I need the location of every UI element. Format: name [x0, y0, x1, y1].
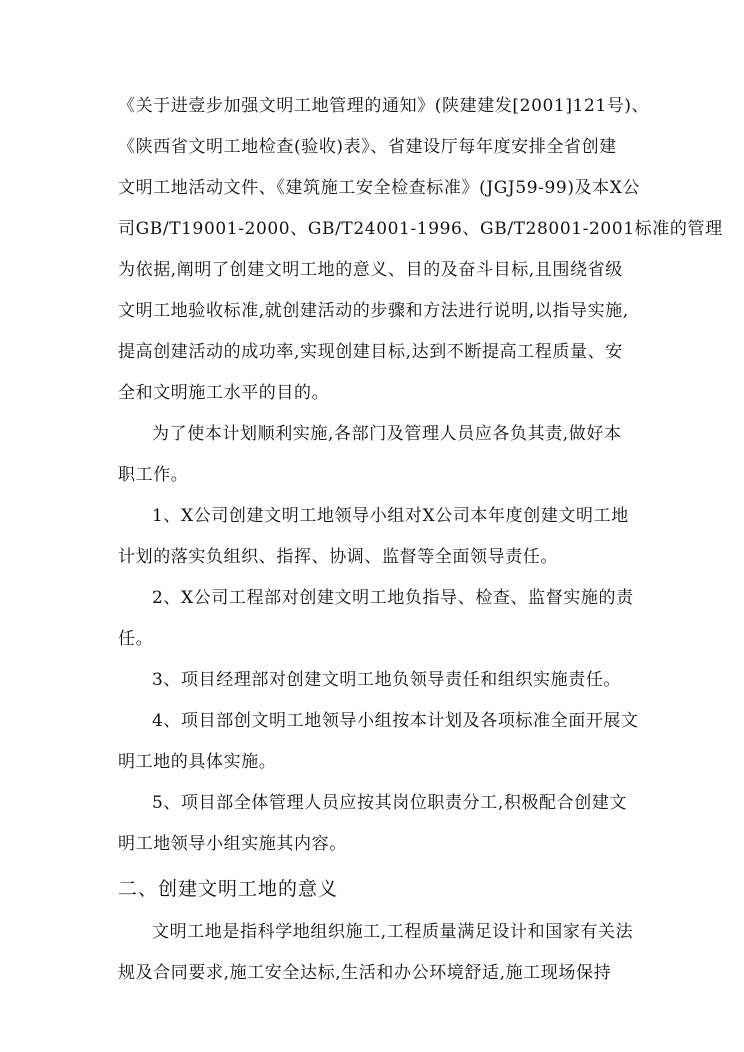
text-line: 明工地的具体实施。: [118, 752, 277, 772]
text-line: 5、项目部全体管理人员应按其岗位职责分工,积极配合创建文: [152, 793, 628, 813]
text-line: 提高创建活动的成功率,实现创建目标,达到不断提高工程质量、安: [118, 342, 623, 362]
text-line: 《陕西省文明工地检查(验收)表》、省建设厅每年度安排全省创建: [118, 137, 617, 157]
text-line: 明工地领导小组实施其内容。: [118, 834, 347, 854]
text-line: 2、X公司工程部对创建文明工地负指导、检查、监督实施的责: [152, 588, 634, 608]
text-line: 全和文明施工水平的目的。: [118, 383, 330, 403]
text-line: 《关于进壹步加强文明工地管理的通知》(陕建建发[2001]121号)、: [118, 96, 650, 116]
text-line: 文明工地是指科学地组织施工,工程质量满足设计和国家有关法: [152, 922, 634, 942]
text-line: 为依据,阐明了创建文明工地的意义、目的及奋斗目标,且围绕省级: [118, 260, 623, 280]
text-line: 4、项目部创文明工地领导小组按本计划及各项标准全面开展文: [152, 711, 639, 731]
section-heading: 二、创建文明工地的意义: [118, 878, 339, 900]
text-line: 3、项目经理部对创建文明工地负领导责任和组织实施责任。: [152, 670, 622, 690]
text-line: 文明工地活动文件、《建筑施工安全检查标准》(JGJ59-99)及本X公: [118, 178, 641, 198]
text-line: 职工作。: [118, 465, 189, 485]
text-line: 任。: [118, 629, 154, 649]
text-line: 司GB/T19001-2000、GB/T24001-1996、GB/T28001-2001标准的管理: [118, 219, 723, 239]
text-line: 计划的落实负组织、指挥、协调、监督等全面领导责任。: [118, 547, 558, 567]
text-line: 1、X公司创建文明工地领导小组对X公司本年度创建文明工地: [152, 506, 629, 526]
text-line: 为了使本计划顺利实施,各部门及管理人员应各负其责,做好本: [152, 424, 622, 444]
text-line: 文明工地验收标准,就创建活动的步骤和方法进行说明,以指导实施,: [118, 301, 629, 321]
text-line: 规及合同要求,施工安全达标,生活和办公环境舒适,施工现场保持: [118, 963, 612, 983]
